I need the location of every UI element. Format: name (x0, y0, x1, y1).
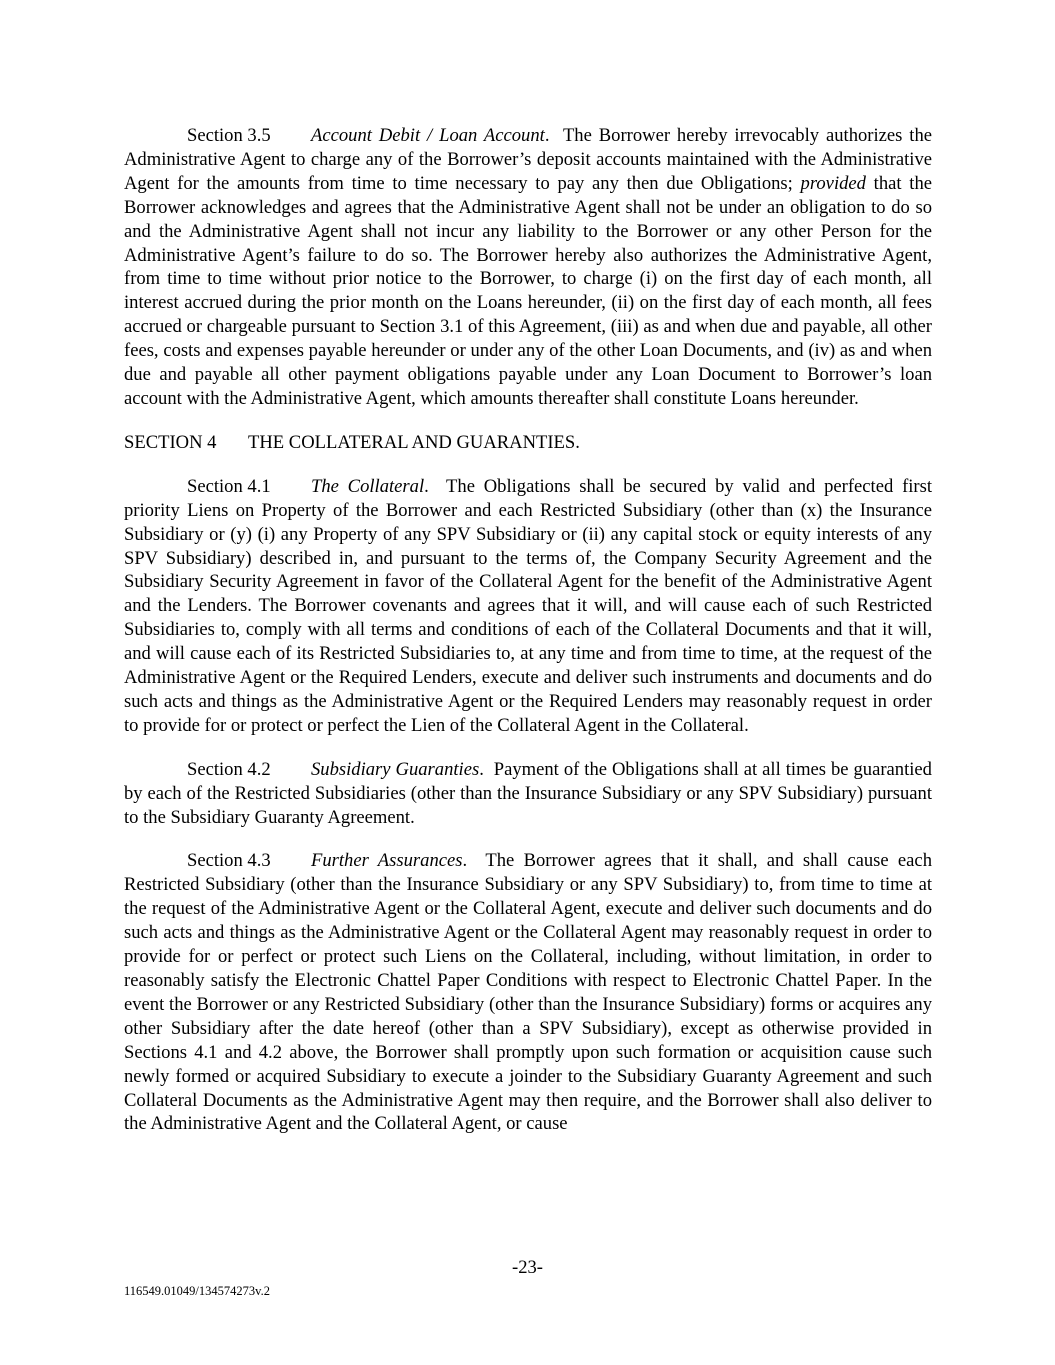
section-4-2-title: Subsidiary Guaranties (311, 758, 480, 780)
section-4-number: SECTION 4 (124, 431, 217, 453)
section-4-title: THE COLLATERAL AND GUARANTIES. (248, 431, 580, 453)
document-page (124, 124, 932, 1136)
section-3-5-title: Account Debit / Loan Account (311, 125, 545, 146)
section-4-3-title: Further Assurances (311, 850, 463, 872)
section-3-5-number: Section 3.5 (187, 125, 271, 146)
section-3-5-paragraph: Section 3.5 Account Debit / Loan Account. The Borrower hereby irrevocably authorizes the Administrative Agent to charge any of the Borrower’s deposit accounts maintained with the Administrative Agent for the amounts from time to time necessary to pay any then due Obligations; provided that the Borrower acknowledges and agrees that the Administrative Agent shall not be under an obligation to do so and the Administrative Agent shall not incur any liability to the Borrower or any other Person for the Administrative Agent’s failure to do so. The Borrower hereby also authorizes the Administrative Agent, from time to time without prior notice to the Borrower, to charge (i) on the first day of each month, all interest accrued during the prior month on the Loans hereunder, (ii) on the first day of each month, all fees accrued or chargeable pursuant to Section 3.1 of this Agreement, (iii) as and when due and payable, all other fees, costs and expenses payable hereunder or under any of the other Loan Documents, and (iv) as and when due and payable all other payment obligations payable under any Loan Document to Borrower’s loan account with the Administrative Agent, which amounts thereafter shall constitute Loans hereunder. (124, 125, 932, 409)
section-4-2-number: Section 4.2 (187, 758, 271, 780)
section-4-2-text: Payment of the Obligations shall at all times be guarantied by each of the Restricted Subsidiaries (other than the Insurance Subsidiary or any SPV Subsidiary) pursuant to the Subsidiary Guaranty Agreement. (124, 758, 932, 828)
section-4-1-paragraph: Section 4.1 The Collateral. The Obligations shall be secured by valid and perfected first priority Liens on Property of the Borrower and each Restricted Subsidiary (other than (x) the Insurance Subsidiary or (y) (i) any Property of any SPV Subsidiary or (ii) any capital stock or equity interests of any SPV Subsidiary) described in, and pursuant to the terms of, the Company Security Agreement and the Subsidiary Security Agreement in favor of the Collateral Agent for the benefit of the Administrative Agent and the Lenders. The Borrower covenants and agrees that it will, and will cause each of such Restricted Subsidiaries to, comply with all terms and conditions of each of the Collateral Documents and that it will, and will cause each of its Restricted Subsidiaries to, at any time and from time to time, at the request of the Administrative Agent or the Required Lenders, execute and deliver such instruments and documents and do such acts and things as the Administrative Agent or the Required Lenders may reasonably request in order to provide for or protect or perfect the Lien of the Collateral Agent in the Collateral. (124, 475, 933, 736)
section-3-5-emphasis: provided (800, 172, 866, 194)
section-4-1-title: The Collateral (311, 475, 425, 497)
section-4-1-number: Section 4.1 (187, 475, 271, 497)
section-4-3-paragraph: Section 4.3 Further Assurances. The Borrower agrees that it shall, and shall cause each Restricted Subsidiary (other than the Insurance Subsidiary or any SPV Subsidiary) to, from time to time at the request of the Administrative Agent or the Collateral Agent, execute and deliver such documents and do such acts and things as the Administrative Agent or the Collateral Agent may reasonably request in order to provide for or perfect or protect such Liens on the Collateral, including, without limitation, in order to reasonably satisfy the Electronic Chattel Paper Conditions with respect to Electronic Chattel Paper. In the event the Borrower or any Restricted Subsidiary (other than the Insurance Subsidiary) forms or acquires any other Subsidiary after the date hereof (other than a SPV Subsidiary), except as otherwise provided in Sections 4.1 and 4.2 above, the Borrower shall promptly upon such formation or acquisition cause such newly formed or acquired Subsidiary to execute a joinder to the Subsidiary Guaranty Agreement and such Collateral Documents as the Administrative Agent may then require, and the Borrower shall also deliver to the Administrative Agent and the Collateral Agent, or cause (124, 850, 932, 1135)
section-4-3-text: The Borrower agrees that it shall, and shall cause each Restricted Subsidiary (other than the Insurance Subsidiary or any SPV Subsidiary) to, from time to time at the request of the Administrative Agent or the Collateral Agent, execute and deliver such documents and do such acts and things as the Administrative Agent or the Collateral Agent may reasonably request in order to provide for or perfect or protect such Liens on the Collateral, including, without limitation, in order to reasonably satisfy the Electronic Chattel Paper Conditions with respect to Electronic Chattel Paper. In the event the Borrower or any Restricted Subsidiary (other than the Insurance Subsidiary) forms or acquires any other Subsidiary after the date hereof (other than a SPV Subsidiary), except as otherwise provided in Sections 4.1 and 4.2 above, the Borrower shall promptly upon such formation or acquisition cause such newly formed or acquired Subsidiary to execute a joinder to the Subsidiary Guaranty Agreement and such Collateral Documents as the Administrative Agent may then require, and the Borrower shall also deliver to the Administrative Agent and the Collateral Agent, or cause (124, 850, 932, 1135)
page-number: -23- (512, 1257, 543, 1278)
section-3-5-text-2: that the Borrower acknowledges and agrees that the Administrative Agent shall not be under an obligation to do so and the Administrative Agent shall not incur any liability to the Borrower or any other Person for the Administrative Agent’s failure to do so. The Borrower hereby also authorizes the Administrative Agent, from time to time without prior notice to the Borrower, to charge (i) on the first day of each month, all interest accrued during the prior month on the Loans hereunder, (ii) on the first day of each month, all fees accrued or chargeable pursuant to Section 3.1 of this Agreement, (iii) as and when due and payable, all other fees, costs and expenses payable hereunder or under any of the other Loan Documents, and (iv) as and when due and payable all other payment obligations payable under any Loan Document to Borrower’s loan account with the Administrative Agent, which amounts thereafter shall constitute Loans hereunder. (124, 172, 932, 409)
section-4-1-text: The Obligations shall be secured by valid and perfected first priority Liens on Property of the Borrower and each Restricted Subsidiary (other than (x) the Insurance Subsidiary or (y) (i) any Property of any SPV Subsidiary or (ii) any capital stock or equity interests of any SPV Subsidiary) described in, and pursuant to the terms of, the Company Security Agreement and the Subsidiary Security Agreement in favor of the Collateral Agent for the benefit of the Administrative Agent and the Lenders. The Borrower covenants and agrees that it will, and will cause each of such Restricted Subsidiaries to, comply with all terms and conditions of each of the Collateral Documents and that it will, and will cause each of its Restricted Subsidiaries to, at any time and from time to time, at the request of the Administrative Agent or the Required Lenders, execute and deliver such instruments and documents and do such acts and things as the Administrative Agent or the Required Lenders may reasonably request in order to provide for or protect or perfect the Lien of the Collateral Agent in the Collateral. (124, 475, 933, 736)
section-4-3-number: Section 4.3 (187, 850, 271, 872)
document-id: 116549.01049/134574273v.2 (124, 1284, 270, 1298)
section-3-5-text-1: The Borrower hereby irrevocably authorizes the Administrative Agent to charge any of the Borrower’s deposit accounts maintained with the Administrative Agent for the amounts from time to time necessary to pay any then due Obligations; (124, 125, 932, 194)
section-4-2-paragraph: Section 4.2 Subsidiary Guaranties. Payment of the Obligations shall at all times be guarantied by each of the Restricted Subsidiaries (other than the Insurance Subsidiary or any SPV Subsidiary) pursuant to the Subsidiary Guaranty Agreement. (124, 758, 932, 828)
section-4-heading (124, 431, 932, 455)
